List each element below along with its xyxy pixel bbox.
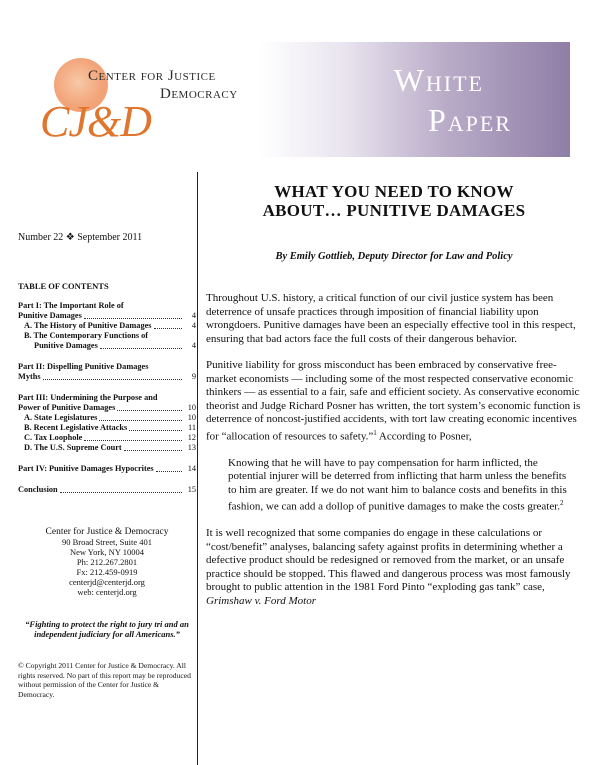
toc-entry [18,311,196,321]
toc-entry-label: Punitive Damages [18,311,82,320]
mission-tagline: “Fighting to protect the right to jury tri and an independent judiciary for all Americans.” [25,619,189,639]
address-street: 90 Broad Street, Suite 401 [62,537,152,547]
toc-part-1-title: Part I: The Important Role of [18,301,124,310]
toc-entry-label: C. Tax Loophole [24,433,83,442]
address-website: web: centerjd.org [77,587,137,597]
cjd-logo [40,52,260,152]
toc-page-number: 12 [187,433,196,442]
toc-entry-label: A. State Legislatures [24,413,98,422]
case-citation: Grimshaw v. Ford Motor [206,594,316,607]
address-org-name: Center for Justice & Democracy [45,527,169,537]
contact-address [18,527,196,597]
address-fax: Fx: 212.459-0919 [76,567,138,577]
toc-part-1 [18,301,196,351]
toc-heading: TABLE OF CONTENTS [18,281,109,291]
address-city: New York, NY 10004 [69,547,145,557]
logo-org-line1: Center for Justice [88,68,216,84]
toc-page-number: 9 [191,372,196,381]
toc-part-4 [18,464,196,474]
toc-entry [18,413,196,423]
article-title [204,182,584,220]
footnote-marker: 2 [560,499,564,508]
toc-conclusion [18,485,196,495]
column-divider [197,172,198,765]
banner-word-white: White [393,62,484,98]
logo-monogram: CJ&D [40,97,151,146]
paragraph-text: According to Posner, [376,430,472,443]
sidebar [18,232,196,699]
logo-org-line2: Democracy [160,86,238,102]
toc-entry [18,443,196,453]
paragraph-text: It is well recognized that some companies do engage in these calculations or “cost/benefit” analyses, balancing safety against profits in determining whether a defective product should be redesigned or removed from the market, or an unsafe practice should be stopped. This flawed and dangerous process was most famously brought to public attention in the 1981 Ford Pinto “exploding gas tank” case, [206,527,571,594]
issue-number-date: Number 22 ❖ September 2011 [18,232,143,243]
article-title-line2: ABOUT… PUNITIVE DAMAGES [262,201,526,220]
toc-entry-label: A. The History of Punitive Damages [24,321,152,330]
toc-part-3 [18,393,196,453]
toc-entry [18,372,196,382]
toc-entry [18,403,196,413]
toc-page-number: 11 [188,423,196,432]
toc-part-2-title: Part II: Dispelling Punitive Damages [18,362,149,371]
toc-part-2 [18,362,196,382]
toc-entry-label: Punitive Damages [34,341,98,350]
toc-entry-label: Power of Punitive Damages [18,403,116,412]
toc-page-number: 4 [191,311,196,320]
toc-page-number: 4 [191,341,196,350]
body-paragraph-1: Throughout U.S. history, a critical function of our civil justice system has been deterrence of unsafe practices through imposition of financial liability upon wrongdoers. Punitive damages have been an especially effective tool in this respect, ensuring that bad actors face the full costs of their dangerous behavior. [206,292,576,345]
body-paragraph-3 [206,527,582,608]
body-paragraph-2 [206,359,582,444]
toc-page-number: 10 [187,403,196,412]
toc-entry-label: Part IV: Punitive Damages Hypocrites [18,464,154,473]
toc-entry [18,341,196,351]
toc-entry-label: D. The U.S. Supreme Court [24,443,122,452]
paragraph-text: Punitive liability for gross misconduct has been embraced by conservative free-market economists — including some of the most respected conservative economic thinkers — as essential to a fair, safe and efficient society. As conservative economic theorist and Judge Richard Posner has written, the tort system’s economic function is deterrence of noncost-justified accidents, with tort law creating economic incentives for “allocation of resources to safety.” [206,359,581,443]
footnote-marker: 1 [373,428,377,437]
toc-entry [18,423,196,433]
toc-page-number: 10 [187,413,196,422]
toc-page-number: 15 [187,485,196,494]
article-title-line1: WHAT YOU NEED TO KNOW [274,182,514,201]
toc-page-number: 13 [187,443,196,452]
toc-part-3-title: Part III: Undermining the Purpose and [18,393,158,402]
toc-entry-label: B. The Contemporary Functions of [24,331,149,340]
quote-text: Knowing that he will have to pay compensation for harm inflicted, the potential injurer will be deterred from inflicting that harm unless the benefits to him are greater. If we do not want him to balance costs and benefits in this fashion, we can add a dollop of punitive damages to make the costs greater. [228,456,567,513]
toc-entry [18,433,196,443]
white-paper-banner [258,42,570,157]
copyright-notice: © Copyright 2011 Center for Justice & Democracy. All rights reserved. No part of this report may be reproduced without permission of the Center for Justice & Democracy. [18,661,191,699]
address-email: centerjd@centerjd.org [69,577,145,587]
toc-entry-label: Myths [18,372,41,381]
toc-page-number: 14 [187,464,196,473]
toc-page-number: 4 [191,321,196,330]
banner-word-paper: Paper [427,102,512,138]
address-phone: Ph: 212.267.2801 [76,557,138,567]
posner-block-quote [228,457,574,515]
article-body [206,292,582,621]
toc-entry-label: B. Recent Legislative Attacks [24,423,128,432]
toc-entry [18,321,196,331]
article-byline: By Emily Gottlieb, Deputy Director for Law and Policy [275,251,513,262]
toc-entry-label: Conclusion [18,485,58,494]
